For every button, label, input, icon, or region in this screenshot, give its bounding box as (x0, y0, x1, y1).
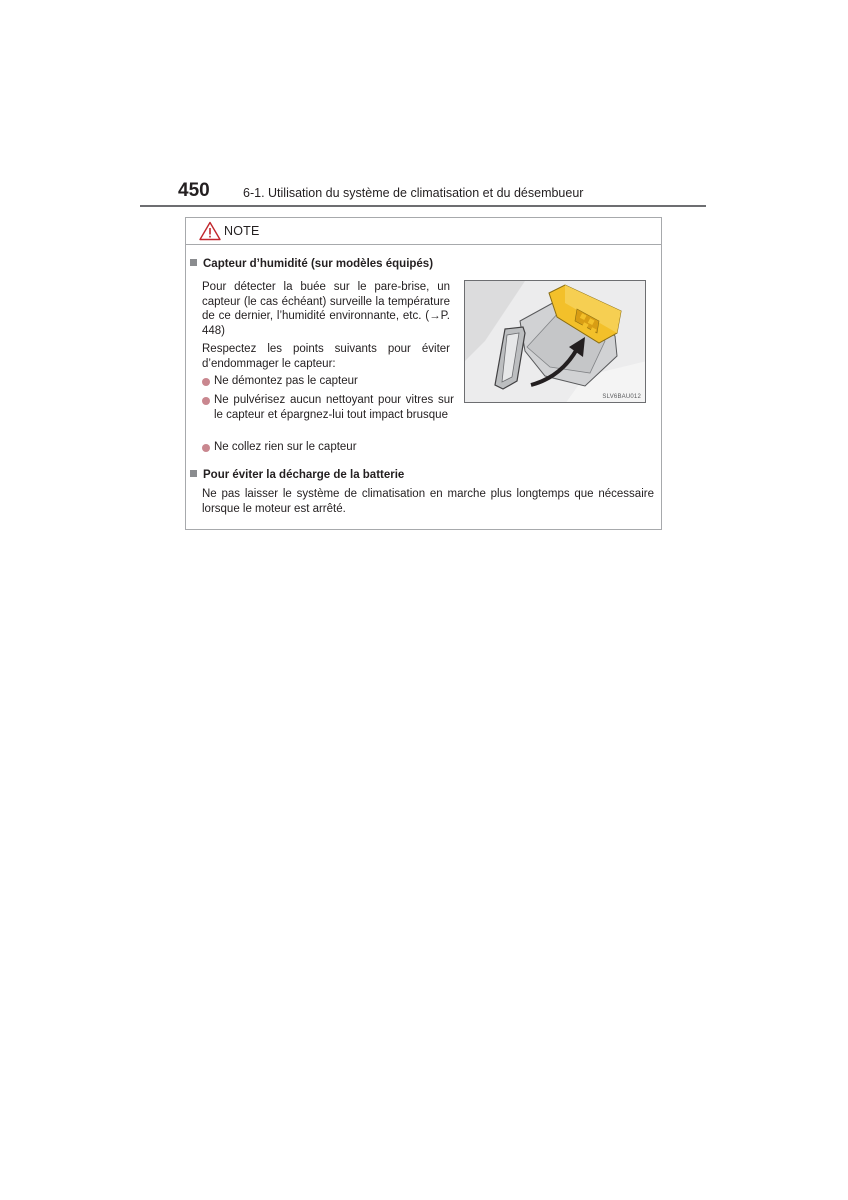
humidity-sensor-illustration (464, 280, 646, 403)
precautions-paragraph: Respectez les points suivants pour éviter d’endommager le capteur: (202, 343, 450, 370)
figure-code: SLV6BAU012 (602, 394, 641, 400)
bullet-item (202, 440, 454, 455)
humidity-sensor-heading (190, 258, 433, 270)
bullet-dot-icon (202, 397, 210, 405)
bullet-text: Ne collez rien sur le capteur (214, 441, 357, 453)
humidity-sensor-paragraph: Pour détecter la buée sur le pare-brise, un capteur (le cas échéant) surveille la température de ce dernier, l’humidité environnante, etc. (→P. 448) (202, 281, 450, 337)
battery-heading-text: Pour éviter la décharge de la batterie (203, 469, 405, 481)
battery-heading (190, 469, 404, 481)
bullet-item (202, 393, 454, 422)
note-label: NOTE (224, 224, 260, 238)
sensor-illustration-drawing (465, 281, 646, 403)
humidity-sensor-heading-text: Capteur d’humidité (sur modèles équipés) (203, 258, 434, 270)
bullet-text: Ne pulvérisez aucun nettoyant pour vitres sur le capteur et épargnez-lui tout impact brusque (214, 394, 454, 421)
bullet-dot-icon (202, 378, 210, 386)
bullet-dot-icon (202, 444, 210, 452)
note-header (186, 218, 661, 245)
section-title: 6-1. Utilisation du système de climatisation et du désembueur (243, 186, 584, 200)
square-bullet-icon (190, 259, 197, 266)
bullet-text: Ne démontez pas le capteur (214, 375, 358, 387)
note-box (185, 217, 662, 530)
square-bullet-icon (190, 470, 197, 477)
header-rule (140, 205, 706, 207)
page-number: 450 (178, 180, 210, 201)
bullet-item (202, 374, 454, 389)
warning-icon (199, 221, 221, 241)
battery-paragraph: Ne pas laisser le système de climatisation en marche plus longtemps que nécessaire lorsque le moteur est arrêté. (202, 488, 654, 515)
